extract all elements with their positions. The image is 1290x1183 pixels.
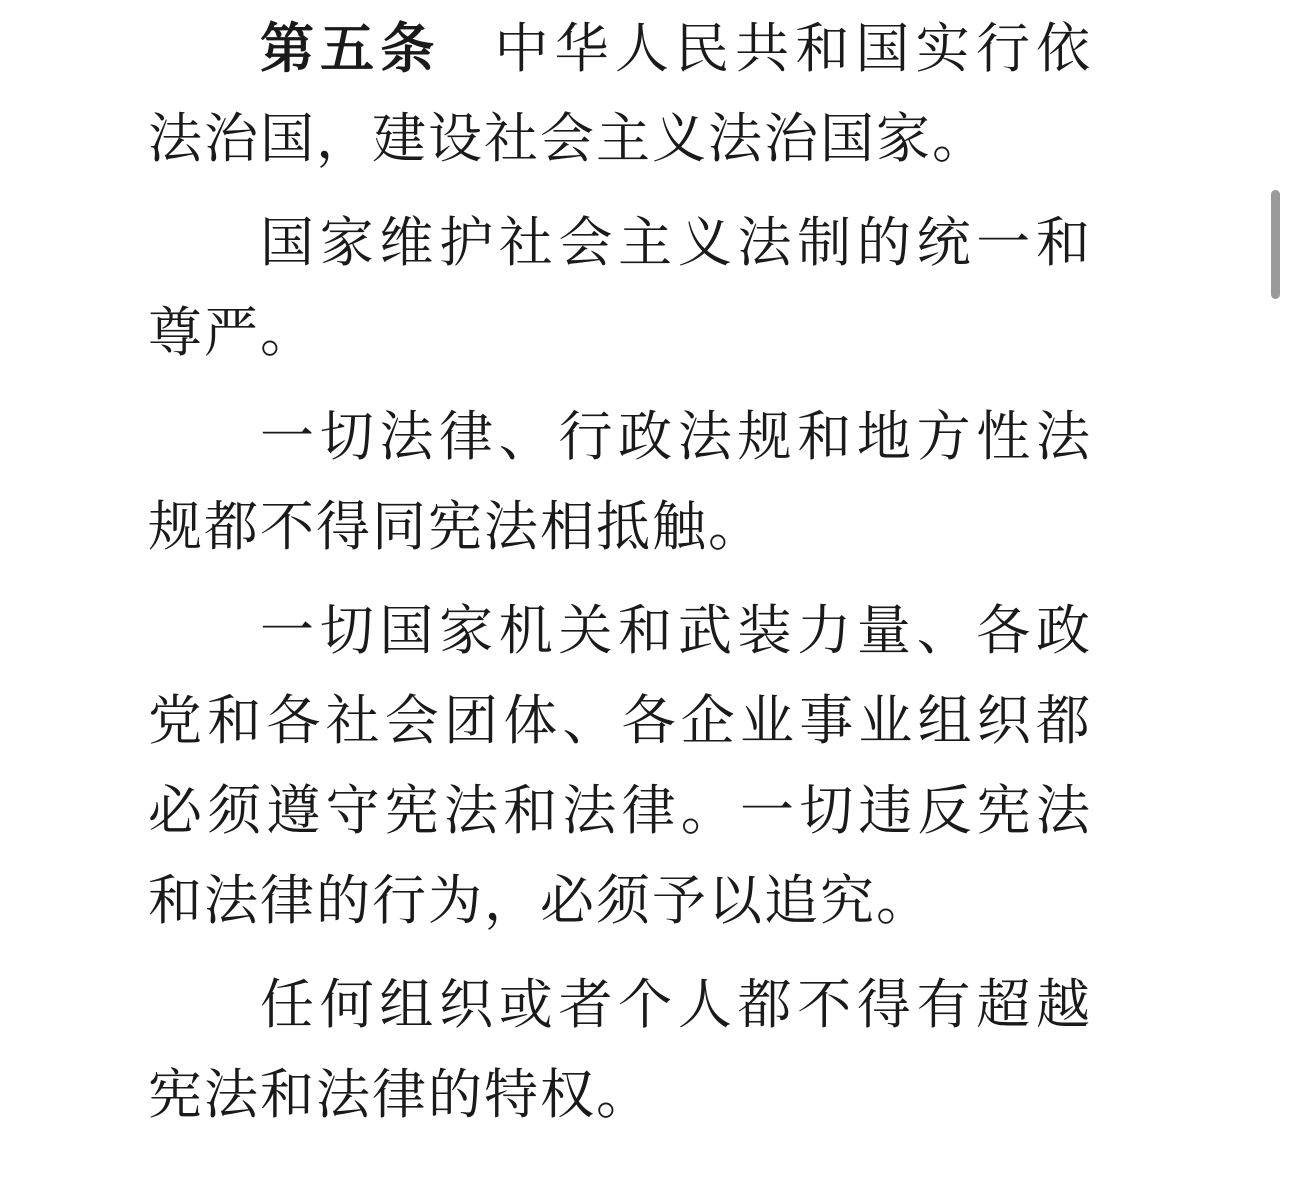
article-number: 第五条 [260, 17, 441, 80]
article-paragraph-4 [148, 586, 1092, 946]
article-paragraph-2 [148, 198, 1092, 378]
paragraph-text: 任何组织或者个人都不得有超越宪法和法律的特权。 [148, 973, 1092, 1126]
scrollbar-thumb[interactable] [1271, 190, 1280, 299]
paragraph-text: 一切法律、行政法规和地方性法规都不得同宪法相抵触。 [148, 405, 1092, 558]
article-paragraph-1 [148, 4, 1092, 184]
paragraph-text: 一切国家机关和武装力量、各政党和各社会团体、各企业事业组织都必须遵守宪法和法律。一切违反宪法和法律的行为，必须予以追究。 [148, 599, 1092, 932]
article-body [148, 4, 1092, 1140]
article-paragraph-5 [148, 960, 1092, 1140]
article-paragraph-3 [148, 392, 1092, 572]
paragraph-text: 国家维护社会主义法制的统一和尊严。 [148, 211, 1092, 364]
paragraph-text: 中华人民共和国实行依法治国，建设社会主义法治国家。 [148, 17, 1092, 170]
